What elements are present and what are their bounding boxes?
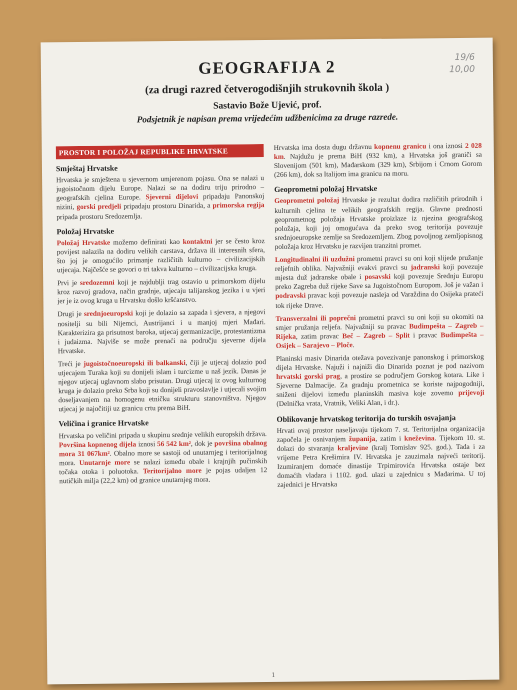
- handwritten-line-1: 19/6: [454, 52, 475, 64]
- highlight: županija: [348, 434, 376, 443]
- section-heading-oblikovanje: Oblikovanje hrvatskog teritorija do turskih osvajanja: [276, 412, 456, 424]
- paragraph: [274, 195, 483, 252]
- highlight: podravski: [275, 292, 306, 301]
- handwritten-line-2: 10,00: [449, 64, 476, 76]
- text: prometni pravci su oni koji su okomiti na smjer pružanja reljefa. Najvažniji su pravac: [275, 312, 484, 332]
- text: se nalazi između obale i krajnjih pučinskih točaka otoka i poluotoka.: [59, 456, 268, 477]
- highlight: Teritorijalno more: [142, 466, 202, 476]
- text: , a prostire se područjem Gorskog kotara. Like i Sjeverne Dalmacije. Za gradnju prometnica se koriste najpogodniji, sniženi dijelovi između planinskih masiva koje zovemo: [276, 370, 485, 400]
- source-note: Podsjetnik je napisan prema vrijedećim udžbenicima za druge razrede.: [136, 111, 399, 125]
- text: iznosi: [136, 439, 158, 449]
- text: Planinski masiv Dinarida otežava povezivanje panonskog i primorskog dijela Hrvatske. Najuži i najniži dio Dinarida poznat je pod nazivom: [275, 352, 485, 372]
- highlight: Budimpešta – Osijek – Sarajevo – Ploče: [275, 330, 484, 350]
- text: i pravac: [409, 330, 441, 340]
- text: možemo definirati kao: [110, 237, 183, 247]
- text: . Najdužu je prema BiH (932 km), a Hrvatska još graniči sa Slovenijom (501 km), Mađarskom (329 km), Srbijom i Crnom Gorom (266 km), dok sa Italijom ima granicu na moru.: [273, 150, 482, 180]
- text: Hrvati ovaj prostor naseljavaju tijekom 7. st. Teritorijalna organizacija započela je osnivanjem: [276, 424, 485, 444]
- highlight: 2 028 km: [273, 141, 482, 162]
- text: , čiji je utjecaj dolazio pod utjecajem Turaka koji su donijeli islam i turcizme u naš jezik. Danas je njegov utjecaj uglavnom slabo prisutan. Drugi utjecaj iz ovog kulturnog kruga je dolazio preko Srba koji su donijeli pravoslavlje i utjecali svojim doseljavanjem na homogenu etničku strukturu stanovništva. Njegov utjecaj je najočitiji uz granicu crtu prema BiH.: [58, 357, 267, 414]
- text: (Delnička vrata, Vratnik, Veliki Alan, i dr.).: [276, 399, 400, 409]
- text: koji povezuje mjesta duž jadranske obale i: [275, 262, 484, 283]
- page-title: GEOGRAFIJA 2: [198, 57, 336, 78]
- text: prometni pravci su oni koji slijede pružanje reljefnih oblika. Najvažniji evakvi pravci su: [274, 253, 483, 274]
- highlight: gorski predjeli: [76, 203, 122, 212]
- paragraph: [276, 353, 485, 410]
- text: pripada prostoru Sredozemlja.: [56, 211, 143, 221]
- highlight: kopnenu granicu: [374, 142, 427, 151]
- text: Drugi je: [57, 310, 85, 319]
- highlight: Unutarnje more: [79, 458, 131, 467]
- paragraph: [276, 312, 484, 351]
- highlight: primorska regija: [212, 201, 265, 211]
- paragraph: [275, 254, 484, 311]
- left-column: [56, 144, 269, 670]
- document-page: [41, 38, 500, 685]
- text: Prvi je: [57, 279, 81, 288]
- paragraph: [277, 424, 486, 490]
- highlight: kneževina: [404, 433, 435, 443]
- section-heading-geopromet: Geoprometni položaj Hrvatske: [274, 184, 378, 195]
- highlight: Površina kopnenog dijela: [58, 440, 137, 449]
- highlight: sredozemni: [79, 278, 115, 288]
- section-banner: PROSTOR I POLOŽAJ REPUBLIKE HRVATSKE: [56, 144, 264, 159]
- paragraph: [57, 277, 265, 306]
- text: , zatim pravac: [295, 332, 343, 341]
- section-heading-velicina: Veličina i granice Hrvatske: [58, 418, 149, 429]
- paragraph: [59, 430, 268, 487]
- page-number: 1: [271, 670, 276, 680]
- text: koji je najdublji trag ostavio u primorskom dijelu kroz razvoj gradova, način gradnje, utjecaju talijanskog jezika i u vjeri jer je iz ovog kruga u Hrvatsku došlo kršćanstvo.: [57, 277, 266, 306]
- text: jer se često kroz povijest nalazila na dodiru velikih carstava, država ili interesnih sfera, što joj je omogućilo primanje različitih kulturno – civilizacijskih utjecaja. Najčešće se govori o tri takva kulturno – civilizacijska kruga.: [56, 236, 265, 275]
- highlight: hrvatski gorski prag: [276, 372, 341, 382]
- author-line: Sastavio Bože Ujević, prof.: [213, 100, 322, 112]
- text: . Obalno more se sastoji od unutarnjeg i teritorijalnog mora.: [59, 447, 267, 468]
- paragraph: [57, 308, 265, 356]
- text: Hrvatska po veličini pripada u skupinu srednje velikih europskih država.: [58, 429, 267, 440]
- text: . Tijekom 10. st. dolazi do stvaranja: [276, 433, 485, 453]
- highlight: prijevoji: [458, 389, 485, 398]
- highlight: Beč – Zagreb – Split: [342, 331, 410, 341]
- content-columns: [56, 142, 487, 670]
- text: pravac koji povezuje nasleja od Varaždina do Osijeka prateći tok rijeke Drave.: [275, 290, 484, 310]
- right-column: [274, 142, 487, 668]
- paragraph: [56, 174, 264, 222]
- text: Hrvatska ima dosta dugu državnu: [273, 142, 375, 152]
- highlight: Geoprometni položaj: [274, 196, 340, 206]
- paragraph: [274, 142, 482, 181]
- highlight: kraljevine: [337, 443, 369, 453]
- highlight: 56 542 km²: [157, 439, 191, 448]
- highlight: Longitudinalni ili uzdužni: [274, 255, 355, 264]
- section-heading-polozaj: Položaj Hrvatske: [56, 226, 115, 236]
- text: pripadaju Panonskoj nizini,: [56, 192, 265, 212]
- page-subtitle: (za drugi razred četverogodišnjih strukovnih škola ): [145, 81, 390, 97]
- text: (kralj Tomislav 925. god.). Tada i za vrijeme Petra Krešimira IV. Hrvatska je zauzimala najveći teritorij. Izumiranjem domaće dinastije Trpimirovića Hrvatska ostaje bez domaćih vladara i 1102. god. ulazi u zajednicu s Mađarima. U toj zajednici je Hrvatska: [276, 442, 486, 490]
- highlight: Položaj Hrvatske: [56, 238, 111, 247]
- text: je pojas udaljen 12 nutičkih milja (22,2 km) od granice unutarnjeg mora.: [59, 465, 268, 486]
- text: Hrvatska je smještena u sjevernom umjerenom pojasu. Ona se nalazi u jugoistočnom dijelu Europe. Nalazi se na dodiru triju prirodno – geografskih cjelina Europe.: [56, 174, 265, 203]
- highlight: posavski: [364, 272, 391, 282]
- highlight: srednjoeuropski: [83, 309, 134, 319]
- text: .: [352, 340, 355, 350]
- highlight: jadranski: [410, 263, 440, 272]
- highlight: Budimpešta – Zagreb – Rijeka: [275, 321, 484, 341]
- text: koji povezuje Srednju Europu preko Zagreba duž rijeke Save sa Jugoistočnom Europom. Još je važan i: [275, 271, 484, 292]
- text: , zatim i: [375, 434, 405, 443]
- text: i ona iznosi: [426, 141, 466, 151]
- section-heading-smjestaj: Smještaj Hrvatske: [55, 163, 118, 174]
- highlight: jugoistočnoeuropski ili balkanski: [83, 358, 186, 368]
- text: Hrvatske je rezultat dodira različitih prirodnih i kulturnih cjelina te velikih geografskih regija. Glavne prednosti geoprometnog položaja Hrvatske proizlaze iz njezina geografskog položaja, koji joj omogućava da preko svog teritorija povezuje srednjoeuropske zemlje sa Sredozemljem. Zbog povoljnog zemljopisnog položaja kroz Hrvatsku je razvijen tranzitni promet.: [274, 195, 483, 251]
- highlight: površina obalnog mora 31 067km²: [58, 438, 267, 458]
- text: Treći je: [57, 359, 84, 369]
- paragraph: [57, 237, 265, 276]
- highlight: kontaktni: [182, 237, 213, 246]
- text: koji je dolazio sa zapada i sjevera, a njegovi nositelji su bili Nijemci, Austrijanci i u manjoj mjeri Mađari. Karakterizira ga prisutnost baroka, utjecaj germanizacije, protestantizma i judaizma. Najviše se može prenaći na području sjeverne dijela Hrvatske.: [57, 308, 266, 356]
- text: pripadaju prostoru Dinarida, a: [121, 202, 213, 212]
- paragraph: [58, 358, 267, 415]
- highlight: Transverzalni ili poprečni: [275, 313, 356, 323]
- text: , dok je: [190, 439, 215, 448]
- handwritten-note: [449, 52, 475, 76]
- highlight: Sjeverni dijelovi: [145, 193, 199, 202]
